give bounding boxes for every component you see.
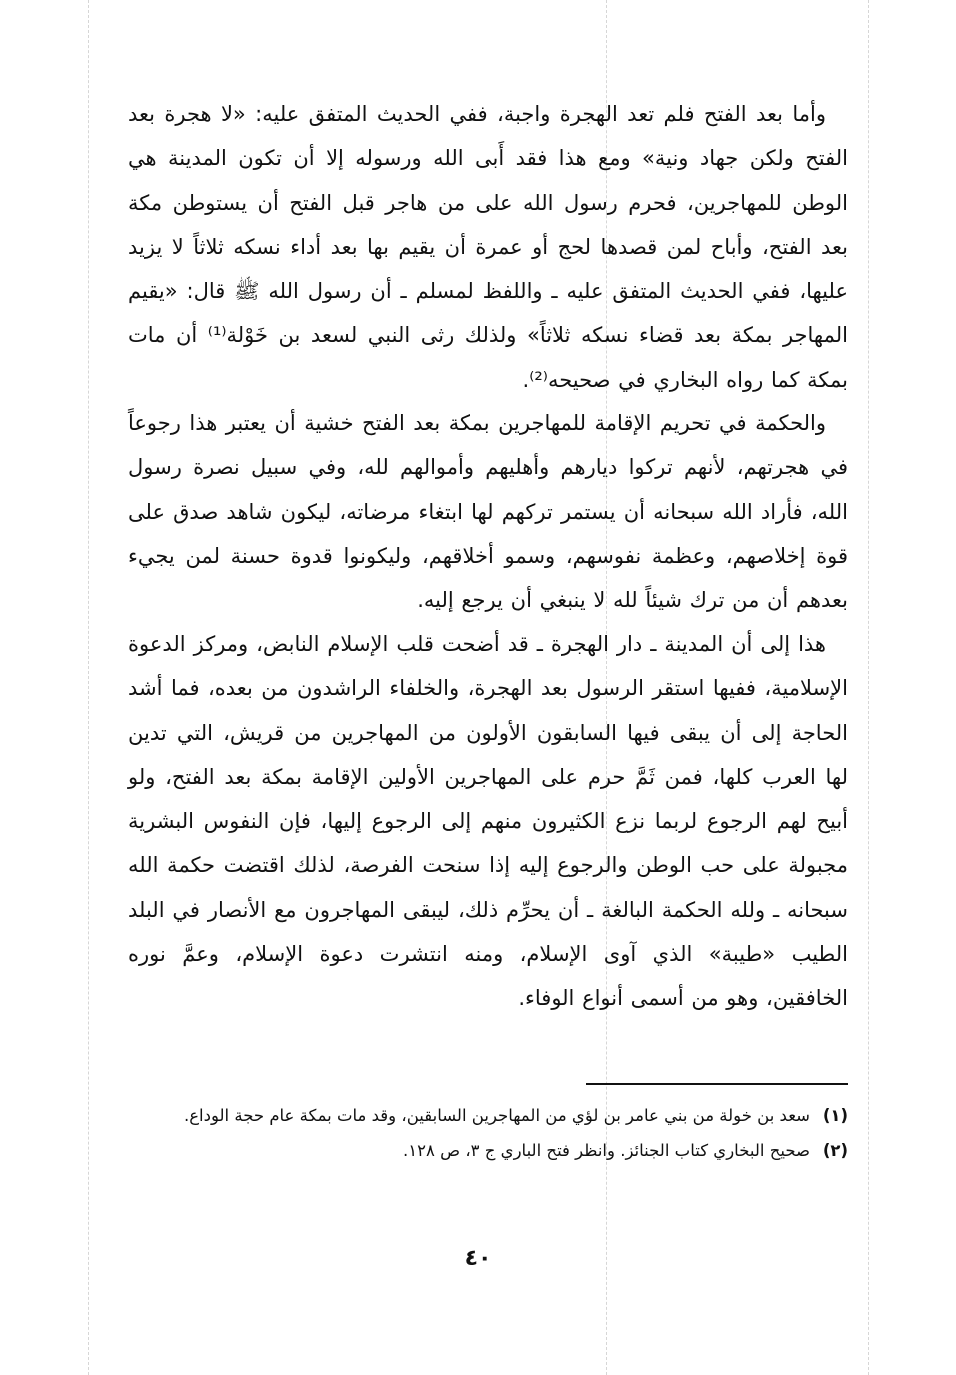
paragraph-text: وأما بعد الفتح فلم تعد الهجرة واجبة، ففي الحديث المتفق عليه: «لا هجرة بعد الفتح ولكن جهاد ونية» ومع هذا فقد أَبى الله ورسوله إلا أن تكون المدينة هي الوطن للمهاجرين، فحرم رسول الله على من هاجر قبل الفتح أن يستوطن مكة بعد الفتح، وأباح لمن قصدها لحج أو عمرة أن يقيم بها بعد أداء نسكه ثلاثاً لا يزيد عليها، ففي الحديث المتفق عليه ـ واللفظ لمسلم ـ أن رسول الله ﷺ قال: «يقيم المهاجر بمكة بعد قضاء نسكه ثلاثاً» ولذلك رثى النبي لسعد بن خَوْلة⁽¹⁾ أن مات بمكة كما رواه البخاري في صحيحه⁽²⁾.	[128, 102, 848, 392]
footnote-divider	[586, 1083, 848, 1085]
footnote-text: صحيح البخاري كتاب الجنائز. وانظر فتح الباري ج ٣، ص ١٢٨.	[403, 1141, 810, 1160]
footnote-number: (١)	[822, 1106, 848, 1125]
scan-guide-line	[868, 0, 869, 1375]
footnotes	[148, 1098, 848, 1168]
footnote-1	[148, 1098, 848, 1133]
page-number: ٤٠	[464, 1246, 492, 1271]
body-paragraph-1	[128, 92, 848, 402]
scan-guide-line	[88, 0, 89, 1375]
body-paragraph-3	[128, 622, 848, 1021]
body-paragraph-2	[128, 401, 848, 622]
footnote-2	[148, 1133, 848, 1168]
footnote-text: سعد بن خولة من بني عامر بن لؤي من المهاجرين السابقين، وقد مات بمكة عام حجة الوداع.	[183, 1106, 810, 1125]
paragraph-text: والحكمة في تحريم الإقامة للمهاجرين بمكة بعد الفتح خشية أن يعتبر هذا رجوعاً في هجرتهم، لأنهم تركوا ديارهم وأهليهم وأموالهم لله، وفي سبيل نصرة رسول الله، فأراد الله سبحانه أن يستمر تركهم لها ابتغاء مرضاته، ليكون شاهد صدق على قوة إخلاصهم، وعظمة نفوسهم، وسمو أخلاقهم، وليكونوا قدوة حسنة لمن يجيء بعدهم أن من ترك شيئاً لله لا ينبغي أن يرجع إليه.	[128, 411, 848, 613]
footnote-number: (٢)	[822, 1141, 848, 1160]
paragraph-text: هذا إلى أن المدينة ـ دار الهجرة ـ قد أضحت قلب الإسلام النابض، ومركز الدعوة الإسلامية، ففيها استقر الرسول بعد الهجرة، والخلفاء الراشدون من بعده، فما أشد الحاجة إلى أن يبقى فيها السابقون الأولون من المهاجرين من قريش، التي تدين لها العرب كلها، فمن ثَمَّ حرم على المهاجرين الأولين الإقامة بمكة بعد الفتح، ولو أبيح لهم الرجوع لربما نزع الكثيرون منهم إلى الرجوع إليها، فإن النفوس البشرية مجبولة على حب الوطن والرجوع إليه إذا سنحت الفرصة، لذلك اقتضت حكمة الله سبحانه ـ ولله الحكمة البالغة ـ أن يحرِّم ذلك، ليبقى المهاجرون مع الأنصار في البلد الطيب «طيبة» الذي آوى الإسلام، ومنه انتشرت دعوة الإسلام، وعمَّ نوره الخافقين، وهو من أسمى أنواع الوفاء.	[128, 632, 848, 1011]
